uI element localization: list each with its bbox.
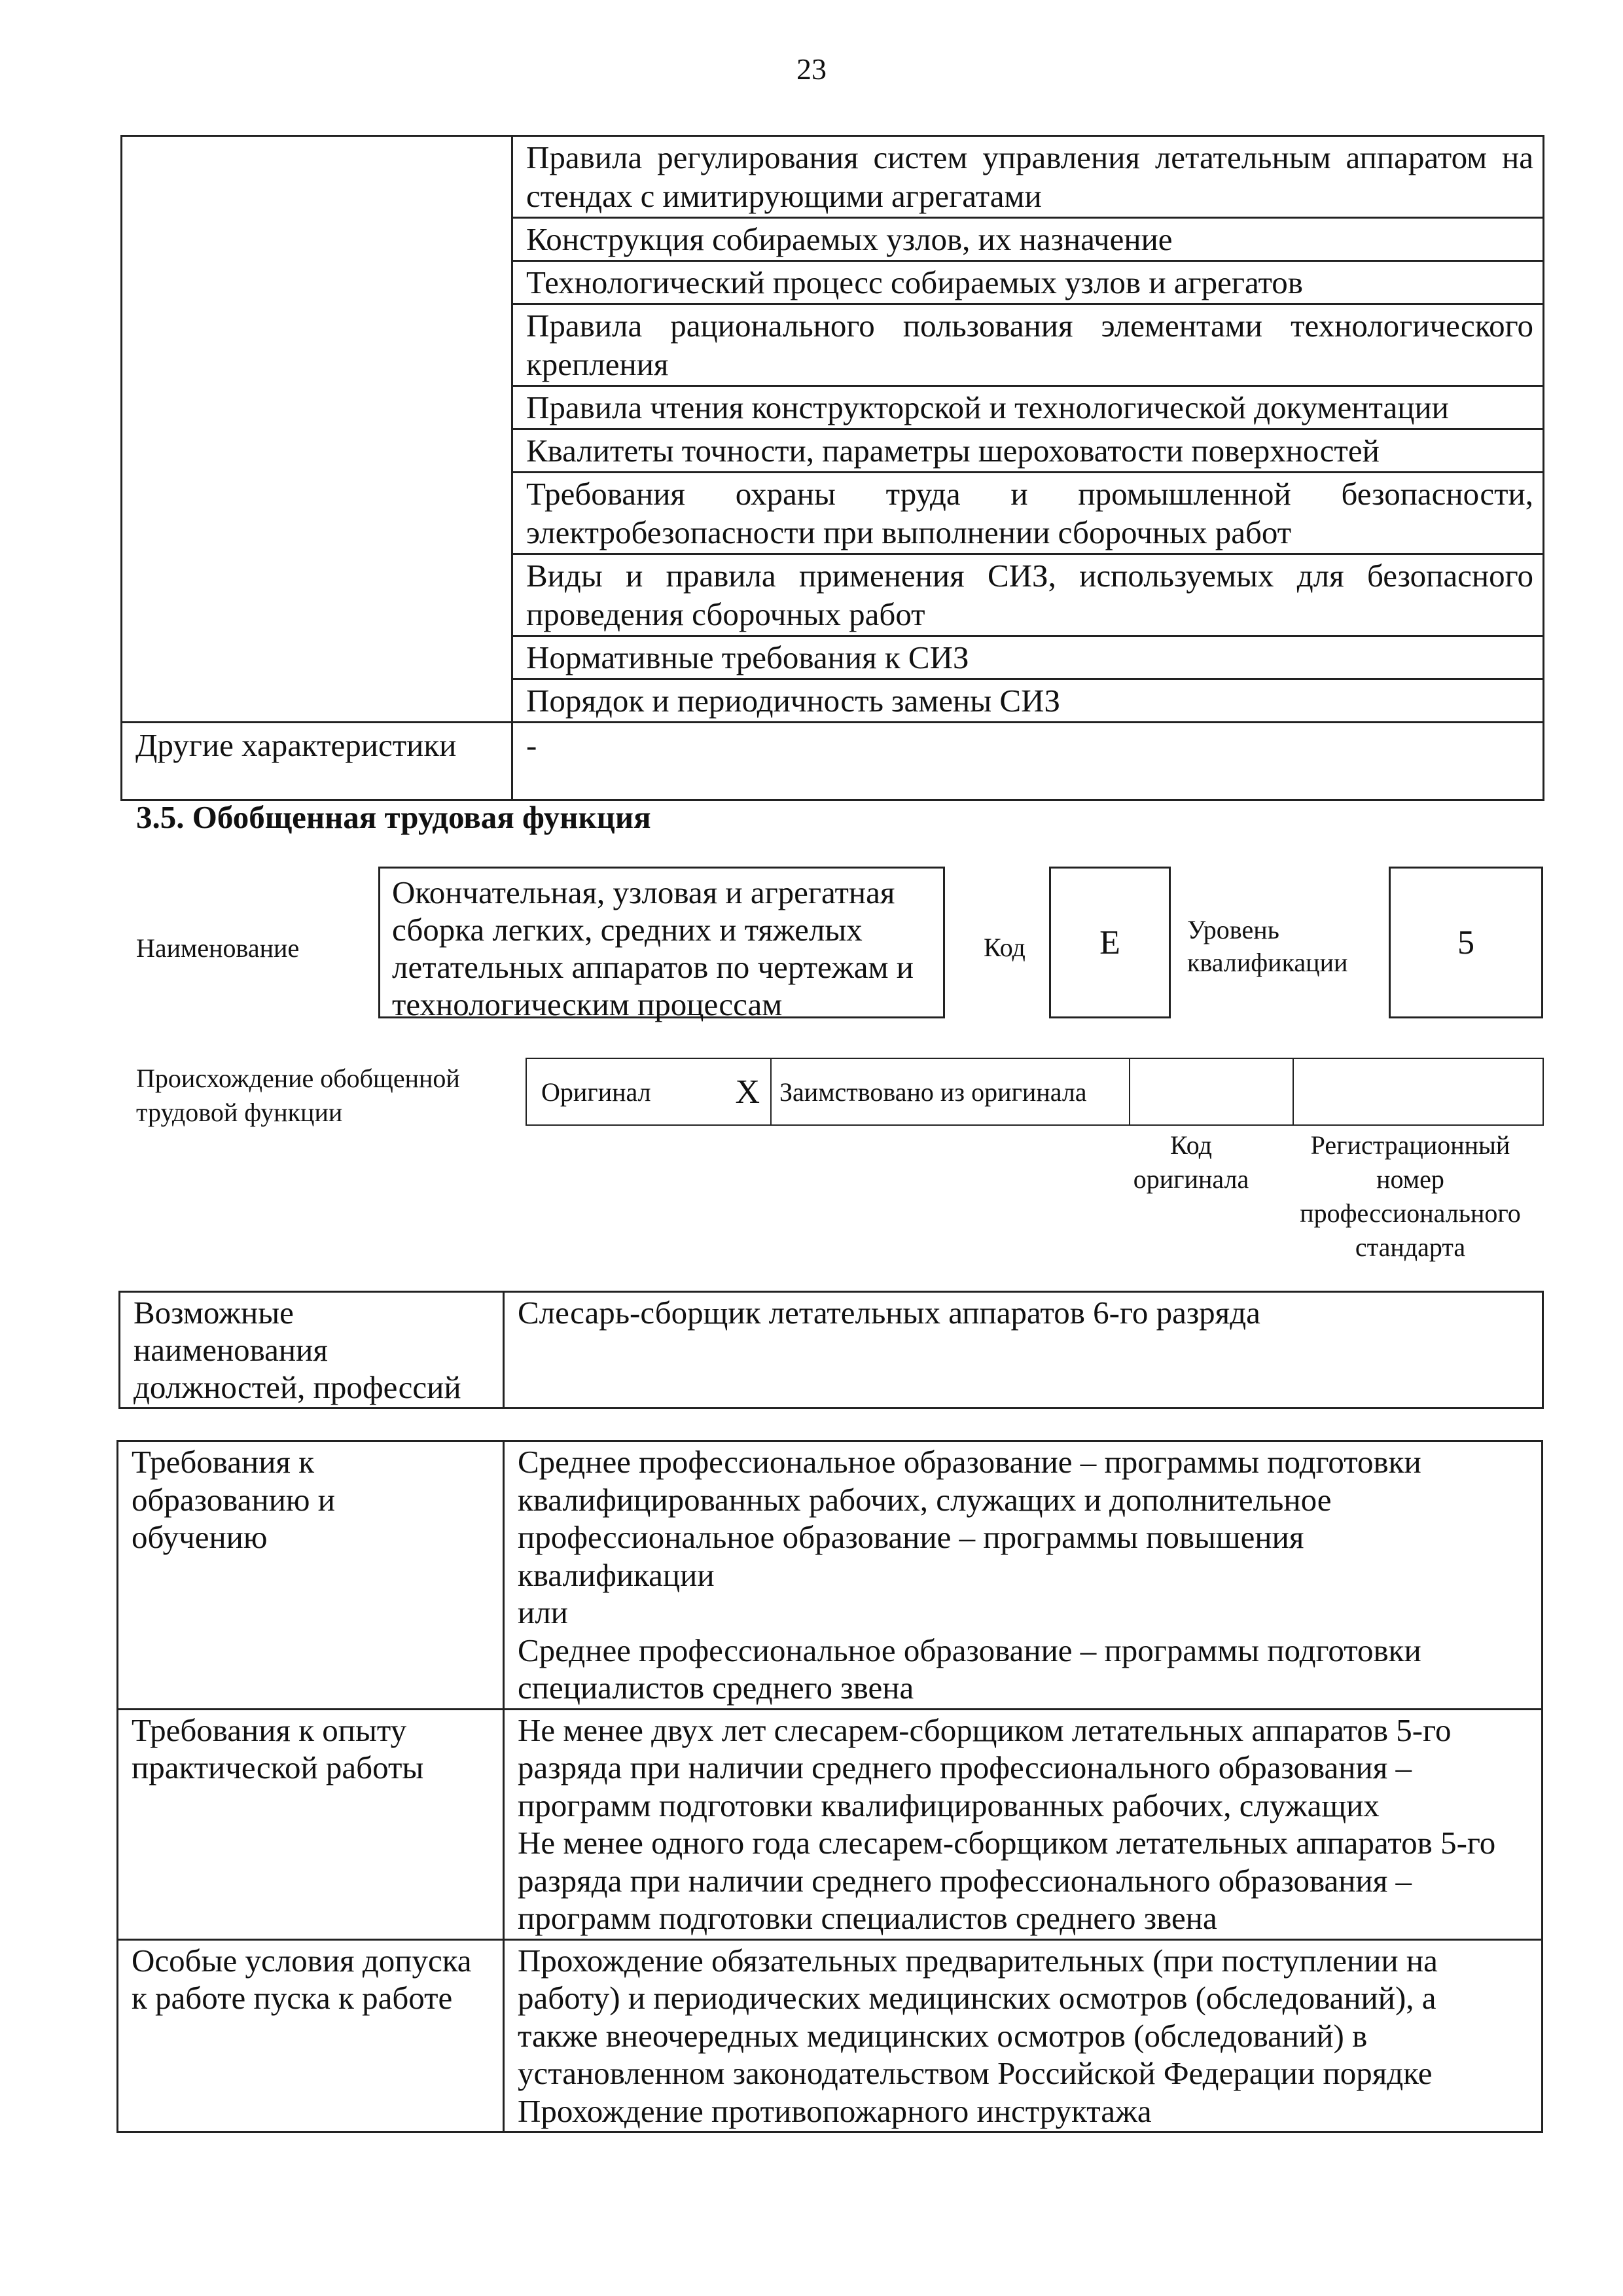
text-line: или bbox=[518, 1594, 568, 1630]
text-line: Не менее одного года слесарем-сборщиком летательных аппаратов 5-го bbox=[518, 1825, 1496, 1861]
admission-conditions-value bbox=[504, 1939, 1543, 2132]
caption-line: Код bbox=[1170, 1130, 1212, 1160]
education-requirements-label bbox=[118, 1441, 504, 1710]
text-line: профессиональное образование – программы повышения bbox=[518, 1519, 1304, 1555]
label-line: должностей, профессий bbox=[134, 1369, 461, 1405]
page-number: 23 bbox=[796, 52, 827, 86]
origin-label-line: Происхождение обобщенной bbox=[136, 1064, 460, 1093]
label-line: обучению bbox=[132, 1519, 268, 1555]
qualification-level-value: 5 bbox=[1389, 867, 1543, 1018]
original-label: Оригинал bbox=[526, 1058, 722, 1125]
label-line: Возможные bbox=[134, 1295, 294, 1331]
knowledge-item: Виды и правила применения СИЗ, используемых для безопасного проведения сборочных работ bbox=[512, 554, 1544, 636]
table-row bbox=[118, 1441, 1543, 1710]
caption-line: оригинала bbox=[1133, 1164, 1249, 1194]
text-line: Среднее профессиональное образование – программы подготовки bbox=[518, 1444, 1421, 1480]
table-row bbox=[526, 1058, 1543, 1125]
code-value: E bbox=[1049, 867, 1171, 1018]
qualification-level-label bbox=[1187, 914, 1347, 979]
knowledge-item: Порядок и периодичность замены СИЗ bbox=[512, 679, 1544, 723]
admission-conditions-label bbox=[118, 1939, 504, 2132]
label-line: Требования к опыту bbox=[132, 1712, 407, 1748]
experience-requirements-label bbox=[118, 1709, 504, 1939]
experience-requirements-value bbox=[504, 1709, 1543, 1939]
label-line: к работе пуска к работе bbox=[132, 1980, 453, 2016]
origin-table bbox=[526, 1058, 1544, 1126]
caption-line: стандарта bbox=[1355, 1232, 1466, 1262]
text-line: работу) и периодических медицинских осмотров (обследований), а bbox=[518, 1980, 1436, 2016]
knowledge-item: Технологический процесс собираемых узлов и агрегатов bbox=[512, 261, 1544, 304]
text-line: разряда при наличии среднего профессионального образования – bbox=[518, 1862, 1412, 1899]
other-characteristics-value: - bbox=[512, 723, 1544, 800]
job-titles-value: Слесарь-сборщик летательных аппаратов 6-го разряда bbox=[504, 1292, 1543, 1408]
caption-line: профессионального bbox=[1300, 1198, 1521, 1228]
knowledge-item: Правила рационального пользования элементами технологического крепления bbox=[512, 304, 1544, 386]
text-line: установленном законодательством Российской Федерации порядке bbox=[518, 2055, 1433, 2091]
knowledge-item: Квалитеты точности, параметры шероховатости поверхностей bbox=[512, 429, 1544, 473]
text-line: Прохождение обязательных предварительных (при поступлении на bbox=[518, 1942, 1438, 1979]
knowledge-item: Правила чтения конструкторской и технологической документации bbox=[512, 386, 1544, 429]
knowledge-item: Нормативные требования к СИЗ bbox=[512, 636, 1544, 679]
table-row bbox=[118, 1939, 1543, 2132]
knowledge-label-cell bbox=[122, 136, 512, 723]
knowledge-item: Конструкция собираемых узлов, их назначение bbox=[512, 218, 1544, 261]
text-line: программ подготовки квалифицированных рабочих, служащих bbox=[518, 1787, 1380, 1823]
table-row bbox=[120, 1292, 1543, 1408]
text-line: Не менее двух лет слесарем-сборщиком летательных аппаратов 5-го bbox=[518, 1712, 1452, 1748]
text-line: квалифицированных рабочих, служащих и дополнительное bbox=[518, 1481, 1332, 1518]
job-titles-table bbox=[118, 1291, 1544, 1409]
original-mark: X bbox=[722, 1058, 771, 1125]
original-code-caption bbox=[1126, 1128, 1257, 1196]
section-title: 3.5. Обобщенная трудовая функция bbox=[136, 799, 651, 835]
naming-label: Наименование bbox=[136, 933, 300, 963]
qualification-level-label-line: квалификации bbox=[1187, 948, 1348, 977]
label-line: образованию и bbox=[132, 1481, 336, 1518]
other-characteristics-label: Другие характеристики bbox=[122, 723, 512, 800]
caption-line: номер bbox=[1376, 1164, 1444, 1194]
registration-number-caption bbox=[1276, 1128, 1544, 1265]
text-line: квалификации bbox=[518, 1556, 715, 1593]
knowledge-item: Правила регулирования систем управления летательным аппаратом на стендах с имитирующими агрегатами bbox=[512, 136, 1544, 218]
knowledge-table bbox=[120, 135, 1544, 801]
text-line: специалистов среднего звена bbox=[518, 1670, 914, 1706]
text-line: Среднее профессиональное образование – программы подготовки bbox=[518, 1632, 1421, 1668]
origin-label bbox=[136, 1062, 460, 1130]
borrowed-label: Заимствовано из оригинала bbox=[771, 1058, 1130, 1125]
requirements-table bbox=[116, 1440, 1543, 2133]
text-line: программ подготовки специалистов среднего звена bbox=[518, 1900, 1217, 1936]
text-line: разряда при наличии среднего профессионального образования – bbox=[518, 1749, 1412, 1785]
code-label: Код bbox=[984, 933, 1026, 962]
origin-label-line: трудовой функции bbox=[136, 1098, 343, 1127]
table-row bbox=[122, 723, 1544, 800]
text-line: Прохождение противопожарного инструктажа bbox=[518, 2092, 1152, 2129]
table-row bbox=[122, 136, 1544, 218]
label-line: наименования bbox=[134, 1332, 328, 1368]
job-titles-label bbox=[120, 1292, 504, 1408]
registration-number-cell bbox=[1293, 1058, 1543, 1125]
function-name-value: Окончательная, узловая и агрегатная сборка легких, средних и тяжелых летательных аппаратов по чертежам и технологическим процессам bbox=[378, 867, 945, 1018]
education-requirements-value bbox=[504, 1441, 1543, 1710]
original-code-cell bbox=[1130, 1058, 1293, 1125]
caption-line: Регистрационный bbox=[1310, 1130, 1510, 1160]
knowledge-item: Требования охраны труда и промышленной безопасности, электробезопасности при выполнении сборочных работ bbox=[512, 473, 1544, 554]
table-row bbox=[118, 1709, 1543, 1939]
text-line: также внеочередных медицинских осмотров (обследований) в bbox=[518, 2017, 1368, 2054]
label-line: Особые условия допуска bbox=[132, 1942, 472, 1979]
qualification-level-label-line: Уровень bbox=[1187, 915, 1279, 944]
label-line: Требования к bbox=[132, 1444, 315, 1480]
label-line: практической работы bbox=[132, 1749, 424, 1785]
